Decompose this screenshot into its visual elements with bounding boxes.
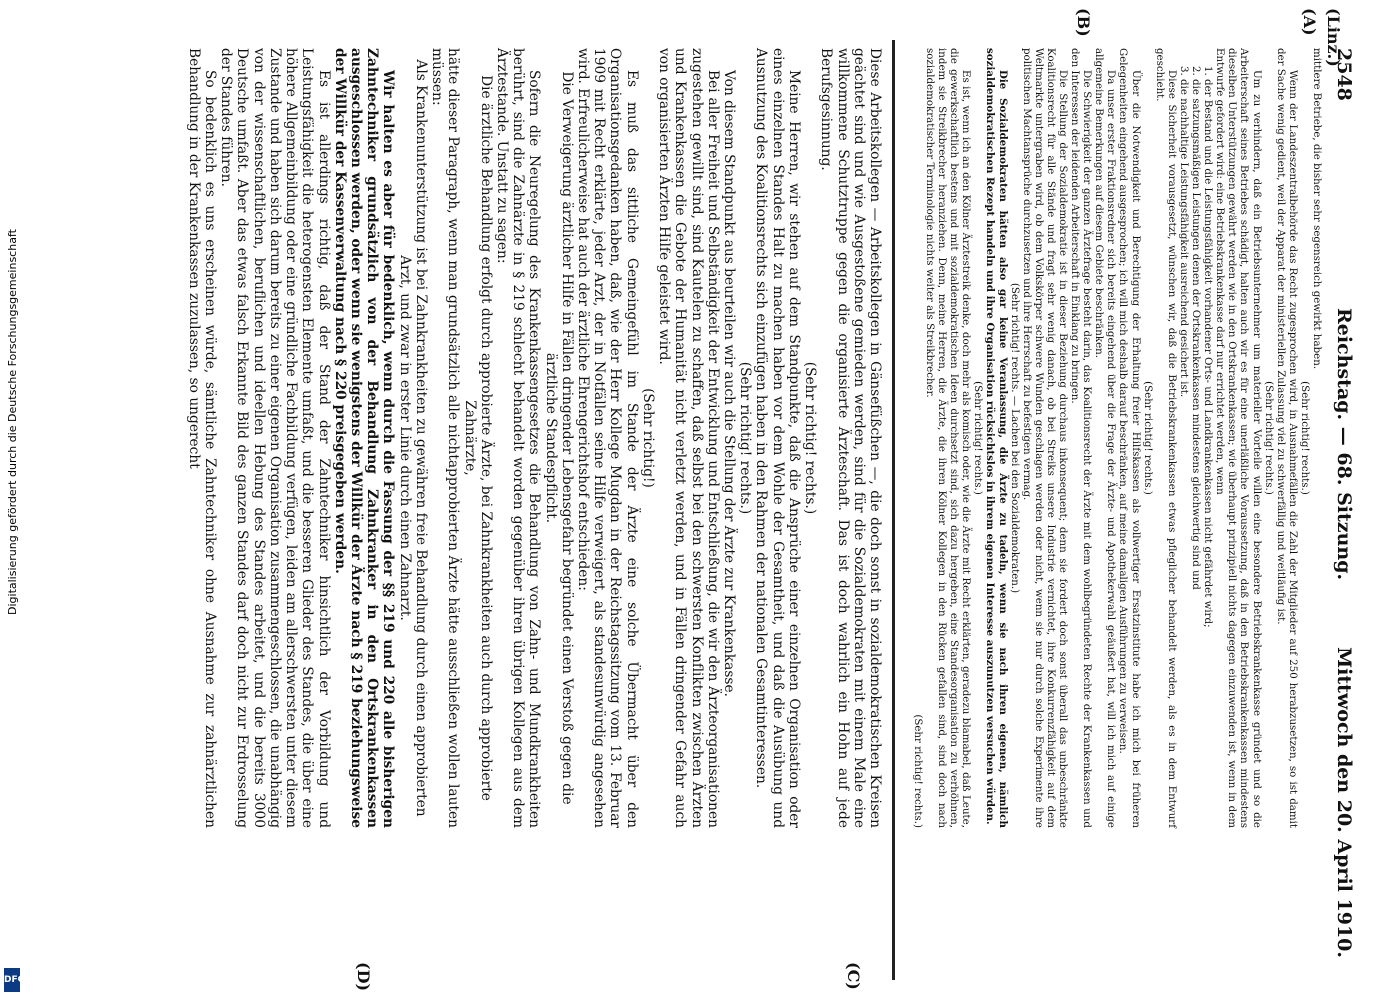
paragraph: Bei aller Freiheit und Selbständigkeit der Entwicklung und Entschließung, die wir den Ärzteorganisationen zugestehen gewillt sind, sind Kautelen zu schaffen, daß selbst bei den schwersten Konflikten zwischen Ärzten und Krankenkassen die Gebote der Humanität nicht verletzt werden, und in Fällen dringender Gefahr auch von organisierten Ärzten Hilfe geleistet wird. [656, 48, 721, 828]
paragraph: Um zu verhindern, daß ein Betriebsunternehmer um materieller Vorteile willen eine besondere Betriebskrankenkasse gründet und so die Arbeiterschaft seines Betriebes schädigt, halten auch wir es für eine unerläßliche Voraussetzung, daß in den Betriebskrankenkassen mindestens dieselben Unterstützungen gewährt werden wie in den Ortskrankenkassen; wie überhaupt prinzipiell nichts dagegen einzuwenden ist, wenn in dem Entwurfe gefordert wird: eine Betriebskrankenkasse darf nur errichtet werden, wenn [1214, 48, 1263, 828]
paragraph: (Sehr richtig! rechts. — Lachen bei den Sozialdemokraten.) [1008, 282, 1021, 594]
paragraph: (Sehr richtig! rechts.) [737, 361, 754, 515]
paragraph: mittlere Betriebe, die bisher sehr segensreich gewirkt haben. [1311, 48, 1323, 370]
text-column-left [903, 48, 1323, 828]
margin-mark-b: (B) [1074, 8, 1093, 37]
paragraph: (Sehr richtig! rechts.) [1141, 381, 1154, 495]
paragraph: (Sehr richtig! rechts.) [1262, 381, 1275, 495]
margin-speaker: (Linz.) [1324, 8, 1343, 67]
paragraph: Die Schwierigkeit der ganzen Ärztefrage besteht darin, das Koalitionsrecht der Ärzte mit dem wohlbegründeten Rechte der Krankenkassen und den Interessen der leidenden Arbeiterschaft in Einklang zu bringen. [1069, 48, 1094, 828]
paragraph: 2. die satzungsmäßigen Leistungen denen der Ortskrankenkassen mindestens gleichwertig sind und [1190, 66, 1203, 590]
paragraph: So bedenklich es uns erscheinen würde, sämtliche Zahntechniker ohne Ausnahme zur zahnärztlichen Behandlung in der Krankenkassen zuzulassen, so ungerecht [185, 48, 219, 828]
paragraph: Über die Notwendigkeit und Berechtigung der Erhaltung freier Hilfskassen als vollwertiger Ersatzinstitute habe ich mich bei früheren Gelegenheiten eingehend ausgesprochen; ich will mich deshalb darauf beschränken, auf meine damaligen Ausführungen zu verweisen. [1117, 48, 1142, 828]
paragraph: Als Krankenunterstützung ist bei Zahnkrankheiten zu gewähren freie Behandlung durch einen approbierten Arzt, und zwar in erster Linie durch einen Zahnarzt. [396, 59, 429, 817]
header-title: Reichstag. — 68. Sitzung. [1333, 308, 1355, 581]
margin-mark-a: (A) [1300, 8, 1319, 36]
paragraph: 3. die nachhaltige Leistungsfähigkeit ausreichend gesichert ist. [1177, 66, 1190, 398]
paragraph: 1. der Bestand und die Leistungsfähigkeit vorhandener Orts- und Landkrankenkassen nicht gefährdet wird; [1202, 66, 1215, 628]
paragraph: Die Sozialdemokraten hätten also gar keine Veranlassung, die Ärzte zu tadeln, wenn sie nach ihren eigenen, nämlich sozialdemokratischen Rezept handeln und ihre Organisation rücksichtslos in ihrem eigenen Interesse auszunutzen versuchen würden. [984, 48, 1009, 828]
paragraph: Da unser erster Fraktionsredner sich bereits eingehend über die Frage der Ärzte- und Apothekerwahl geäußert hat, will ich mich auf einige allgemeine Bemerkungen auf diesem Gebiete beschränken. [1093, 48, 1118, 828]
paragraph: Wir halten es aber für bedenklich, wenn durch die Fassung der §§ 219 und 220 alle bisherigen Zahntechniker grundsätzlich von der Behandlung Zahnkranker in den Ortskrankenkassen ausgeschlossen werden, oder wenn sie wenigstens der Willkür der Ärzte nach § 219 beziehungsweise der Willkür der Kassenverwaltung nach § 220 preisgegeben werden. [331, 48, 397, 828]
paragraph: Die Verweigerung ärztlicher Hilfe in Fällen dringender Lebensgefahr begründet einen Verstoß gegen die ärztliche Standespflicht. [542, 71, 575, 805]
paragraph: Diese Arbeitskollegen — Arbeitskollegen in Gänsefüßchen —, die doch sonst in sozialdemokratischen Kreisen geächtet sind und wie Ausgestoßene gemieden werden, sind für die Sozialdemokraten mit einem Male eine willkommene Schutztruppe gegen die organisierte Ärzteschaft. Das ist doch wahrlich ein Hohn auf jede Berufsgesinnung. [818, 48, 883, 828]
page-number: 2548 [1333, 48, 1355, 101]
paragraph: Meine Herren, wir stehen auf dem Standpunkte, daß die Ansprüche einer einzelnen Organisation oder eines einzelnen Standes Halt zu machen haben vor dem Wohle der Gesamtheit, und daß die Ausübung und Ausnutzung des Koalitionsrechts sich einzufügen haben in den Rahmen der nationalen Gesamtinteressen. [753, 48, 802, 828]
margin-mark-d: (D) [354, 962, 373, 992]
paragraph: (Sehr richtig! rechts.) [972, 381, 985, 495]
paragraph: Es ist allerdings richtig, daß der Stand der Zahntechniker hinsichtlich der Vorbildung und Leistungsfähigkeit die heterogensten Elemente umfaßt, und die besseren Glieder des Standes, die über eine höhere Allgemeinbildung oder eine gründliche Fachbildung verfügen, leiden am allerschwersten unter diesem Zustande und haben sich darum bereits zu einer eigenen Organisation zusammengeschlossen, die unabhängig von der wissenschaftlichen, beruflichen und ideellen Hebung des Standes arbeitet, und die bereits 3000 Deutsche umfaßt. Aber das etwas falsch Erkannte Bild des ganzen Standes darf doch nicht zur Erdrosselung der Standes führen. [218, 48, 332, 828]
paragraph: Die ärztliche Behandlung erfolgt durch approbierte Ärzte, bei Zahnkrankheiten auch durch approbierte Zahnärzte, [461, 75, 494, 801]
dfg-logo: DFG [4, 968, 20, 992]
digitization-credit: Digitalisierung gefördert durch die Deutsche Forschungsgemeinschaft [6, 229, 19, 615]
paragraph: (Sehr richtig! rechts.) [911, 714, 924, 828]
page-header [1327, 48, 1361, 958]
paragraph: Diese Sicherheit vorausgesetzt, wünschen wir, daß die Betriebskrankenkassen etwas pfleglicher behandelt werden, als es in dem Entwurf geschieht. [1153, 48, 1178, 828]
paragraph: Von diesem Standpunkt aus beurteilen wir auch die Stellung der Ärzte zur Krankenkasse. [721, 70, 738, 697]
paragraph: (Sehr richtig!) [639, 388, 656, 488]
paragraph: Sofern die Neuregelung des Krankenkassengesetzes die Behandlung von Zahn- und Mundkrankheiten berührt, sind die Zahnärzte in § 219 schlecht behandelt worden gegenüber ihren übrigen Kollegen aus dem Ärztestande. Unstatt zu sagen: [493, 48, 543, 828]
paragraph: hätte dieser Paragraph, wenn man grundsätzlich alle nichtapprobierten Ärzte hätte ausschließen wollen lauten müssen: [429, 48, 462, 828]
paragraph: Die Stellung der Sozialdemokratie ist in dieser Beziehung durchaus inkonsequent; denn sie fordert doch sonst überall das unbeschränkte Koalitionsrecht für alle Stände und fragt sehr wenig danach, ob bei Streiks unsere Industrie vernichtet, ihre Konkurrenzfähigkeit auf dem Weltmarkte untergraben wird, ob dem Volkskörper schwere Wunden geschlagen werden oder nicht, wenn sie nur durch solche Experimente ihre politischen Machtansprüche durchzusetzen und ihre Herrschaft zu befestigen vermag. [1020, 48, 1070, 828]
column-divider [892, 40, 895, 980]
paragraph: Es ist, wenn ich an den Kölner Ärztestreik denke, doch mehr als komisch oder, wie die Ärzte mit Recht erklärten, geradezu blamabel, daß Leute, die gewerkschaftlich bestens und mit sozialdemokratischen Ideen durchsetzt sind, sich dazu hergeben, eine Standesorganisation zu verhöhnen, indem sie Streikbrecher heranziehen. Denn, meine Herren, die Ärzte, die ihren Kölner Kollegen in den Rücken gefallen sind, sind doch nach sozialdemokratischer Terminologie nichts weiter als Streikbrecher. [924, 48, 973, 828]
header-date: Mittwoch den 20. April 1910. [1333, 647, 1355, 958]
margin-mark-c: (C) [844, 962, 863, 990]
paragraph: (Sehr richtig! rechts.) [1298, 381, 1311, 495]
text-column-right [183, 48, 883, 828]
paragraph: Wenn der Landeszentralbehörde das Recht zugesprochen wird, in Ausnahmefällen die Zahl der Mitglieder auf 250 herabzusetzen, so ist damit der Sache wenig gedient, weil der Apparat der ministeriellen Zulassung viel zu schwerfällig und weitläufig ist. [1274, 48, 1299, 828]
paragraph: Es muß das sittliche Gemeingefühl im Stande der Ärzte eine solche Übermacht über den Organisationsgedanken haben, daß, wie der Herr Kollege Mugdan in der Reichstagssitzung vom 13. Februar 1909 mit Recht erklärte, jeder Arzt, der in Notfällen seine Hilfe verweigert, als standesunwürdig angesehen wird. Erfreulicherweise hat auch der ärztliche Ehrengerichtshof entschieden: [575, 48, 640, 828]
paragraph: (Sehr richtig! rechts.) [802, 361, 819, 515]
